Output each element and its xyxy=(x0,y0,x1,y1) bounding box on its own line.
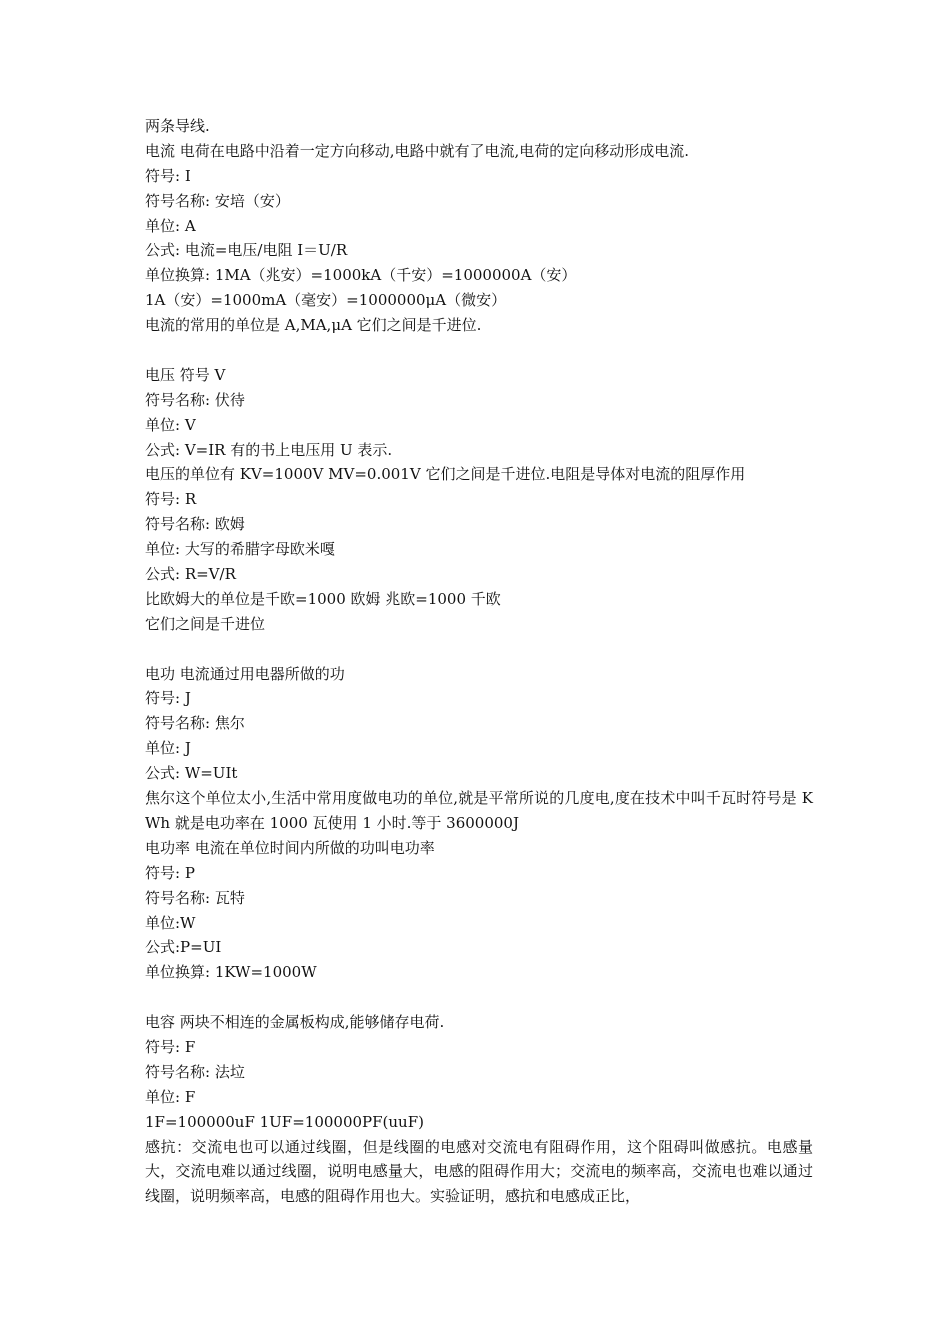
text-line: 符号: F xyxy=(145,1037,196,1056)
text-line: 电容 两块不相连的金属板构成,能够储存电荷. xyxy=(145,1013,445,1032)
paragraph-joule: 焦尔这个单位太小,生活中常用度做电功的单位,就是平常所说的几度电,度在技术中叫千瓦时符号是 KWh 就是电功率在 1000 瓦使用 1 小时.等于 3600000J xyxy=(145,789,813,832)
blank-line xyxy=(145,985,813,1010)
text-line: 公式:P=UI xyxy=(145,938,222,957)
text-line: 符号: P xyxy=(145,863,195,882)
text-line: 符号名称: 欧姆 xyxy=(145,515,245,534)
text-line: 电功 电流通过用电器所做的功 xyxy=(145,664,345,683)
text-line: 电压 符号 V xyxy=(145,365,226,384)
document-body xyxy=(145,114,813,1209)
text-line: 单位: F xyxy=(145,1087,196,1106)
text-line: 公式: 电流=电压/电阻 I＝U/R xyxy=(145,241,348,260)
text-line: 符号: R xyxy=(145,490,197,509)
text-line: 1F=100000uF 1UF=100000PF(uuF) xyxy=(145,1112,424,1131)
text-line: 符号名称: 瓦特 xyxy=(145,888,245,907)
blank-line xyxy=(145,338,813,363)
text-line: 电功率 电流在单位时间内所做的功叫电功率 xyxy=(145,838,435,857)
text-line: 单位: 大写的希腊字母欧米嘎 xyxy=(145,540,335,559)
text-line: 1A（安）=1000mA（毫安）=1000000μA（微安） xyxy=(145,291,507,310)
text-line: 两条导线. xyxy=(145,117,210,135)
text-line: 单位:W xyxy=(145,913,196,932)
text-line: 公式: V=IR 有的书上电压用 U 表示. xyxy=(145,440,393,459)
text-line: 单位: A xyxy=(145,216,196,235)
paragraph-inductive-reactance: 感抗：交流电也可以通过线圈，但是线圈的电感对交流电有阻碍作用，这个阻碍叫做感抗。电感量大，交流电难以通过线圈，说明电感量大，电感的阻碍作用大；交流电的频率高，交流电也难以通过线圈，说明频率高，电感的阻碍作用也大。实验证明，感抗和电感成正比， xyxy=(145,1137,813,1206)
text-line: 电流的常用的单位是 A,MA,μA 它们之间是千进位. xyxy=(145,316,482,335)
text-line: 符号名称: 法垃 xyxy=(145,1062,245,1081)
text-line: 单位: V xyxy=(145,415,196,434)
text-line: 符号名称: 焦尔 xyxy=(145,714,245,733)
text-line: 公式: R=V/R xyxy=(145,565,236,584)
text-line: 它们之间是千进位 xyxy=(145,614,266,633)
text-line: 电流 电荷在电路中沿着一定方向移动,电路中就有了电流,电荷的定向移动形成电流. xyxy=(145,141,690,160)
text-line: 符号名称: 伏待 xyxy=(145,390,245,409)
text-line: 单位: J xyxy=(145,739,191,758)
text-line: 符号: J xyxy=(145,689,191,708)
text-line: 符号名称: 安培（安） xyxy=(145,191,290,210)
blank-line xyxy=(145,637,813,662)
text-line: 电压的单位有 KV=1000V MV=0.001V 它们之间是千进位.电阻是导体对电流的阻厚作用 xyxy=(145,465,746,484)
text-line: 公式: W=UIt xyxy=(145,764,238,783)
text-line: 单位换算: 1KW=1000W xyxy=(145,963,317,982)
text-line: 比欧姆大的单位是千欧=1000 欧姆 兆欧=1000 千欧 xyxy=(145,589,501,608)
text-line: 单位换算: 1MA（兆安）=1000kA（千安）=1000000A（安） xyxy=(145,266,577,285)
text-line: 符号: I xyxy=(145,166,191,185)
